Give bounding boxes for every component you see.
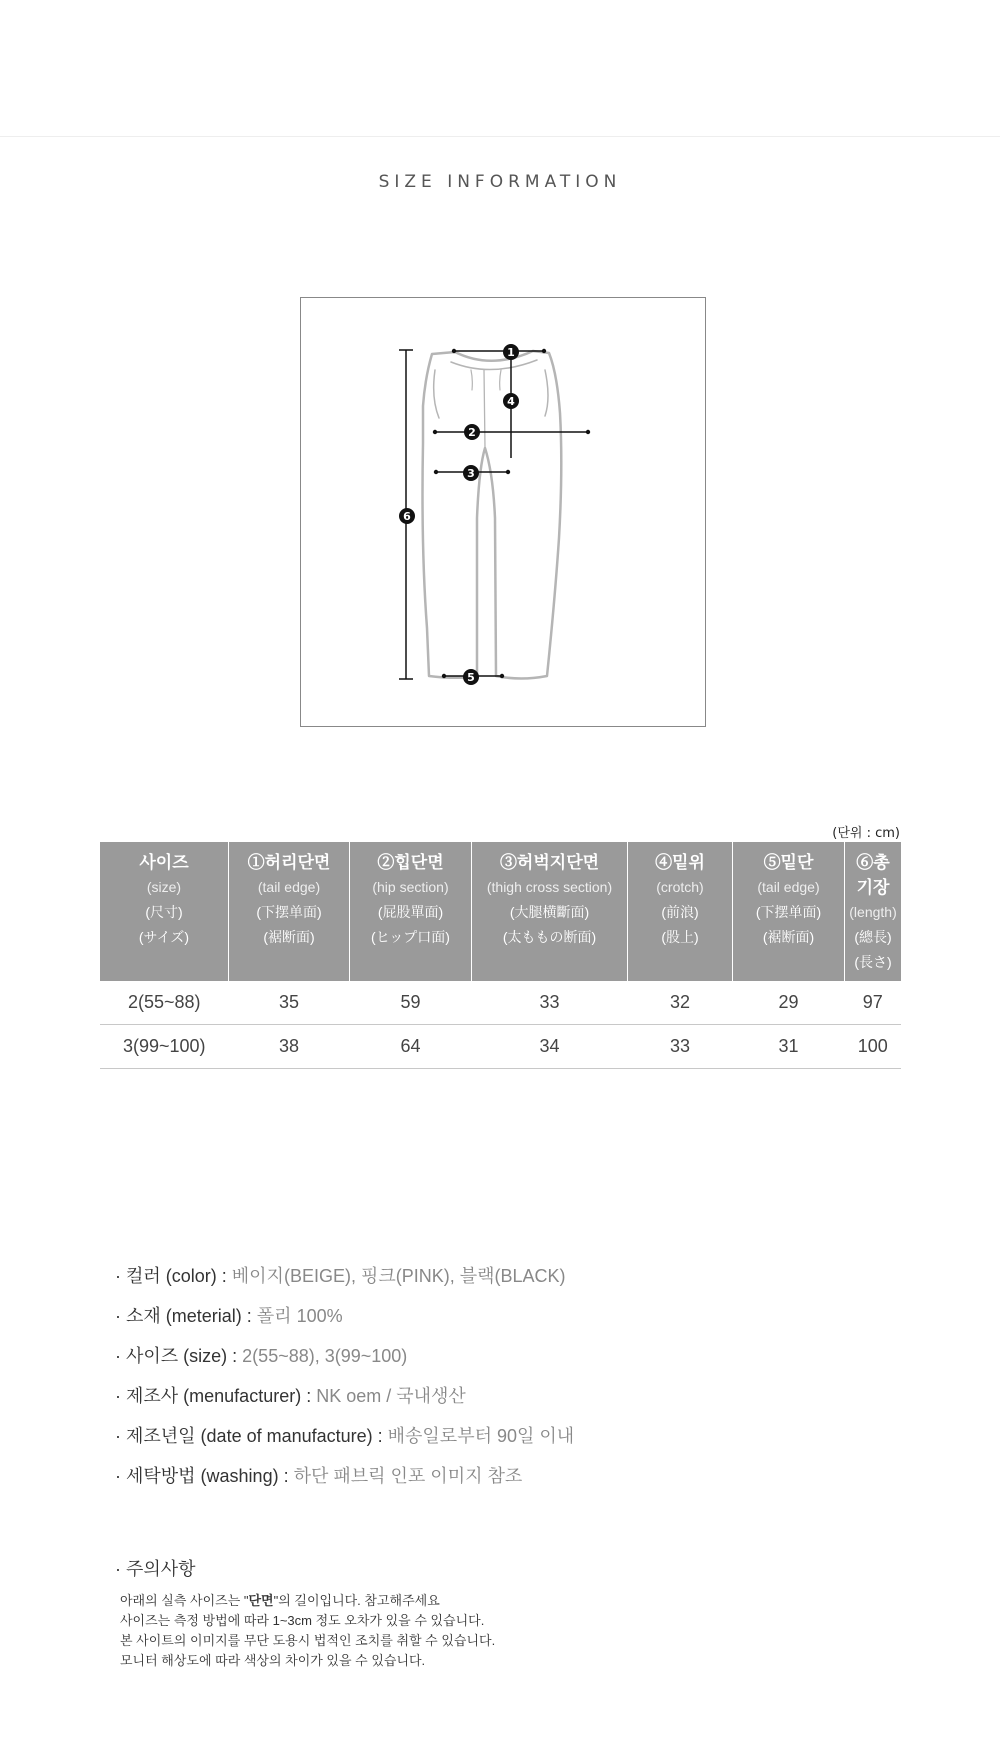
col-header-thigh [472,842,628,981]
note-line-4: 모니터 해상도에 따라 색상의 차이가 있을 수 있습니다. [120,1653,426,1668]
spec-label: · 소재 (meterial) : [115,1306,257,1326]
col-en: (thigh cross section) [486,879,613,895]
spec-value: 폴리 100% [256,1306,343,1326]
unit-label: (단위 : cm) [832,826,900,841]
marker-4 [503,393,519,409]
cell-thigh: 34 [472,1025,628,1069]
marker-6 [399,508,415,524]
col-cn: (總長) [854,929,892,945]
marker-1-label: 1 [507,346,515,359]
marker-3 [463,465,479,481]
spec-value: 2(55~88), 3(99~100) [242,1346,408,1366]
cell-waist: 38 [229,1025,350,1069]
col-main: ④밑위 [655,853,705,872]
cell-crotch: 33 [628,1025,733,1069]
cell-hem: 29 [733,981,845,1025]
spec-manufacture-date [115,1422,574,1462]
col-cn: (尺寸) [145,904,183,920]
spec-value: 배송일로부터 90일 이내 [387,1426,575,1446]
marker-2-label: 2 [468,426,476,439]
col-main: ⑤밑단 [763,853,814,872]
marker-3-label: 3 [467,467,475,480]
table-row [100,981,901,1025]
page-title: SIZE INFORMATION [378,172,622,192]
col-cn: (大腿横斷面) [509,904,590,920]
notes-lines [115,1591,495,1671]
col-main: ①허리단면 [247,853,331,872]
spec-label: · 컬러 (color) : [115,1266,232,1286]
col-header-crotch [628,842,733,981]
col-jp: (サイズ) [138,929,190,945]
marker-5 [463,669,479,685]
marker-6-label: 6 [403,510,411,523]
col-cn: (屁股單面) [377,904,444,920]
col-jp: (長さ) [854,954,892,970]
marker-1 [503,344,519,360]
spec-label: · 제조사 (menufacturer) : [115,1386,317,1406]
spec-manufacturer [115,1382,574,1422]
notes-title: · 주의사항 [115,1559,196,1579]
spec-label: · 사이즈 (size) : [115,1346,243,1366]
cell-thigh: 33 [472,981,628,1025]
col-header-hip [350,842,472,981]
col-en: (size) [146,879,182,895]
note-line-1-pre: 아래의 실측 사이즈는 " [120,1593,249,1608]
cell-waist: 35 [229,981,350,1025]
table-row [100,1025,901,1069]
col-en: (length) [849,904,897,920]
col-jp: (ヒップ口面) [371,929,450,945]
col-header-size [100,842,229,981]
note-line-3: 본 사이트의 이미지를 무단 도용시 법적인 조치를 취할 수 있습니다. [120,1633,496,1648]
cell-size: 3(99~100) [100,1025,229,1069]
note-line-1-post: "의 길이입니다. 참고해주세요 [273,1593,440,1608]
spec-label: · 제조년일 (date of manufacture) : [115,1426,388,1446]
caution-notes [115,1556,495,1671]
col-cn: (下摆单面) [256,904,322,920]
cell-hem: 31 [733,1025,845,1069]
col-en: (hip section) [372,879,449,895]
col-jp: (太ももの断面) [502,929,597,945]
product-spec-list [115,1262,574,1502]
cell-length: 97 [845,981,902,1025]
pants-outline [423,351,562,679]
col-en: (tail edge) [757,879,820,895]
col-main: 사이즈 [139,853,189,872]
spec-label: · 세탁방법 (washing) : [115,1466,294,1486]
marker-2 [464,424,480,440]
col-header-hem [733,842,845,981]
note-line-1-bold: 단면 [248,1593,274,1608]
spec-value: 하단 패브릭 인포 이미지 참조 [293,1466,523,1486]
spec-color [115,1262,574,1302]
col-en: (tail edge) [257,879,321,895]
col-jp: (股上) [661,929,699,945]
col-jp: (裾断面) [263,929,315,945]
col-header-waist [229,842,350,981]
size-table [100,842,901,1069]
top-divider [0,136,1000,137]
note-line-1 [120,1591,495,1611]
cell-length: 100 [845,1025,902,1069]
col-cn: (前浪) [661,904,699,920]
cell-hip: 59 [350,981,472,1025]
cell-crotch: 32 [628,981,733,1025]
col-main: ②힙단면 [377,853,444,872]
note-line-2: 사이즈는 측정 방법에 따라 1~3cm 정도 오차가 있을 수 있습니다. [120,1613,485,1628]
marker-5-label: 5 [467,671,475,684]
col-cn: (下摆单面) [755,904,822,920]
pants-diagram-svg [301,298,707,728]
pants-measurement-diagram-icon [300,297,706,727]
spec-washing [115,1462,574,1502]
spec-value: NK oem / 국내생산 [316,1386,466,1406]
table-header-row [100,842,901,981]
col-main: ⑥총기장 [856,853,890,897]
col-main: ③허벅지단면 [499,853,600,872]
cell-size: 2(55~88) [100,981,229,1025]
cell-hip: 64 [350,1025,472,1069]
col-en: (crotch) [656,879,704,895]
spec-value: 베이지(BEIGE), 핑크(PINK), 블랙(BLACK) [231,1266,566,1286]
spec-size [115,1342,574,1382]
spec-material [115,1302,574,1342]
col-jp: (裾断面) [762,929,815,945]
col-header-length [845,842,902,981]
marker-4-label: 4 [507,395,515,408]
